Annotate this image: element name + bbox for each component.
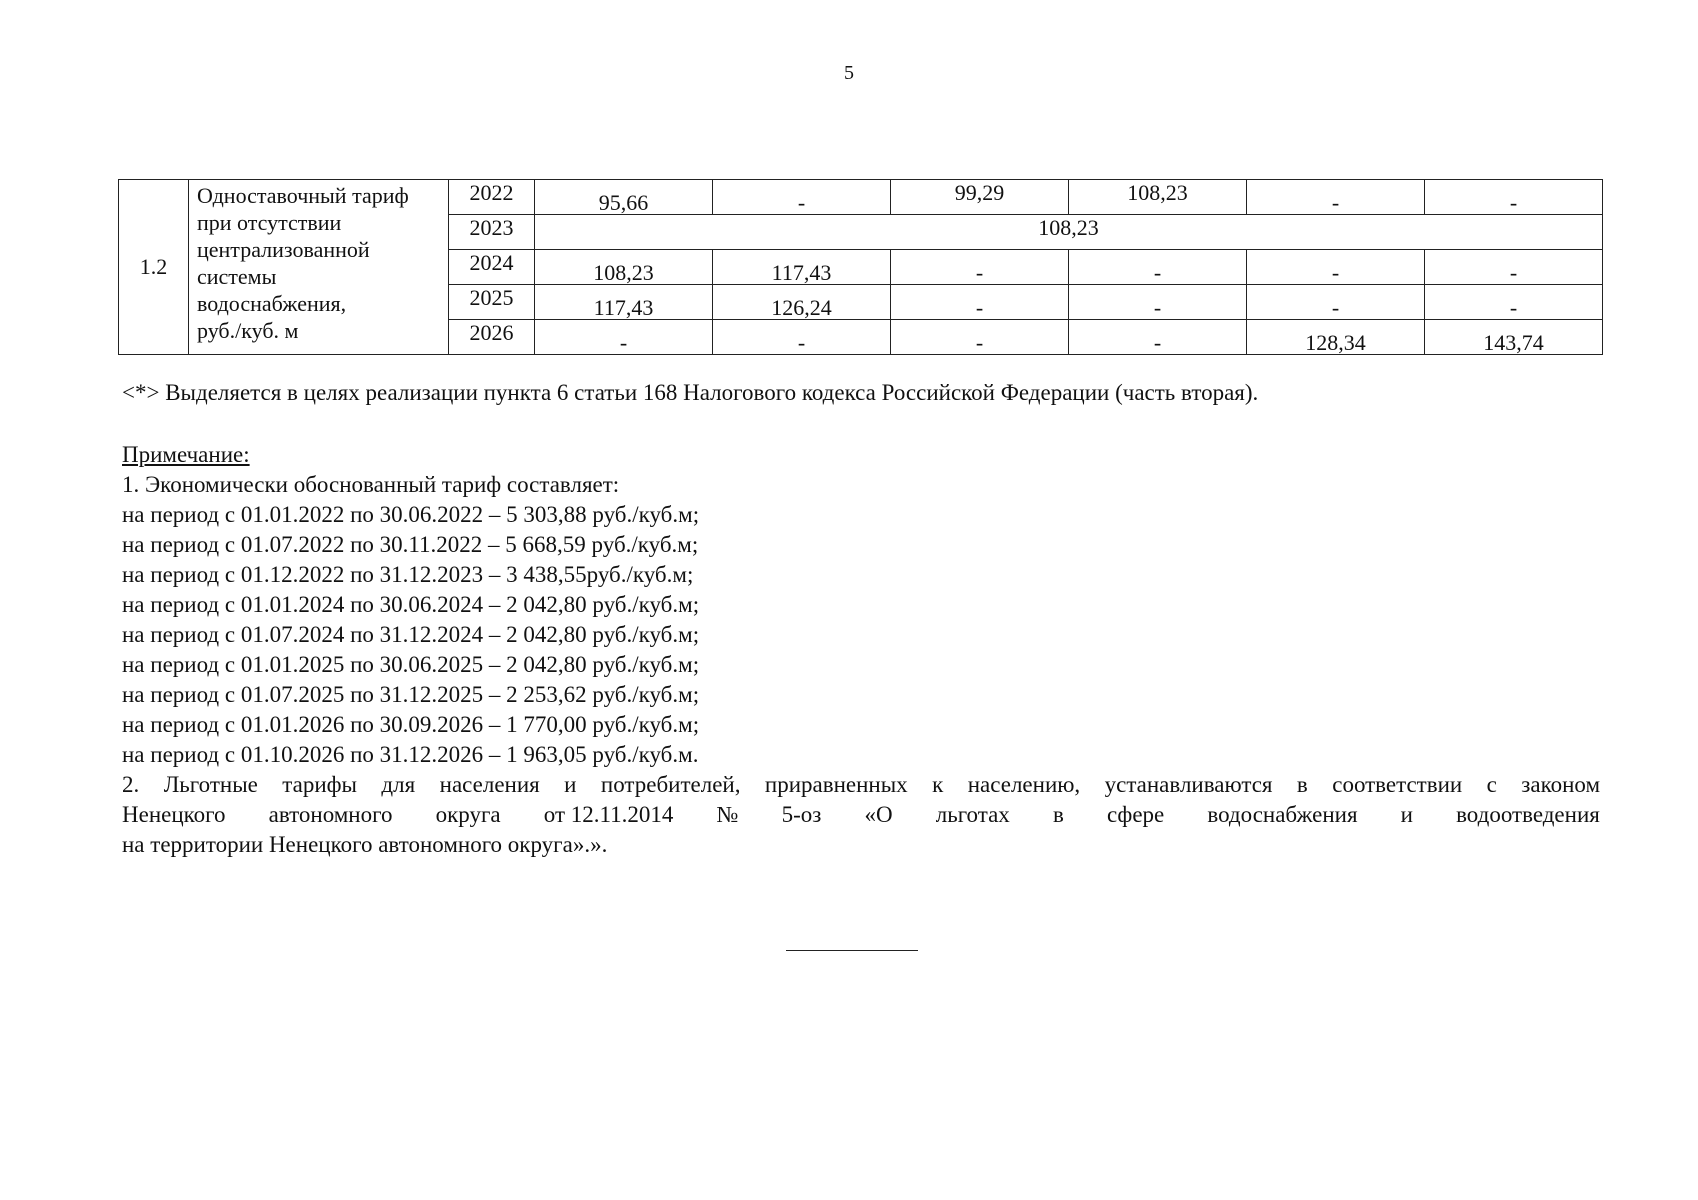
year-cell: 2024: [449, 250, 535, 285]
value-cell: -: [535, 320, 713, 355]
year-cell: 2026: [449, 320, 535, 355]
notes-title: Примечание:: [122, 442, 250, 467]
note-word: 5-оз: [781, 802, 822, 827]
value-cell: -: [1069, 285, 1247, 320]
note-item-2-line-3: на территории Ненецкого автономного округа».».: [122, 832, 608, 857]
merged-value-cell: 108,23: [535, 215, 1603, 250]
note-word: «О: [864, 802, 893, 827]
value-cell: -: [1069, 250, 1247, 285]
value-cell: -: [1247, 250, 1425, 285]
value-cell: 117,43: [713, 250, 891, 285]
tariff-name-line: Одноставочный тариф: [197, 183, 409, 208]
value-cell: -: [713, 180, 891, 215]
period-line: на период с 01.12.2022 по 31.12.2023 – 3 438,55руб./куб.м;: [122, 562, 694, 587]
year-cell: 2025: [449, 285, 535, 320]
tariff-name-line: системы: [197, 264, 277, 289]
note-word: Ненецкого: [122, 802, 226, 827]
period-line: на период с 01.07.2025 по 31.12.2025 – 2 253,62 руб./куб.м;: [122, 682, 700, 707]
value-cell: -: [1247, 285, 1425, 320]
table-row: [119, 180, 1603, 215]
note-item-2-line-1: 2. Льготные тарифы для населения и потребителей, приравненных к населению, устанавливаются в соответствии с законом: [122, 772, 1600, 797]
value-cell: -: [891, 250, 1069, 285]
value-cell: 117,43: [535, 285, 713, 320]
note-word: автономного: [268, 802, 393, 827]
value-cell: 95,66: [535, 180, 713, 215]
year-cell: 2023: [449, 215, 535, 250]
value-cell: -: [1425, 285, 1603, 320]
value-cell: -: [1247, 180, 1425, 215]
tariff-name-line: водоснабжения,: [197, 291, 347, 316]
end-separator-line: [786, 950, 918, 951]
note-word: №: [716, 802, 739, 827]
value-cell: -: [891, 285, 1069, 320]
note-word: водоснабжения: [1207, 802, 1358, 827]
value-cell: -: [1425, 250, 1603, 285]
row-number: 1.2: [119, 180, 189, 355]
period-line: на период с 01.01.2024 по 30.06.2024 – 2 042,80 руб./куб.м;: [122, 592, 700, 617]
value-cell: 99,29: [891, 180, 1069, 215]
tariff-table: [118, 179, 1603, 355]
page-number: 5: [844, 62, 854, 84]
value-cell: 108,23: [535, 250, 713, 285]
value-cell: 126,24: [713, 285, 891, 320]
value-cell: -: [1425, 180, 1603, 215]
year-cell: 2022: [449, 180, 535, 215]
notes-section: [122, 440, 1600, 860]
value-cell: -: [891, 320, 1069, 355]
period-line: на период с 01.07.2024 по 31.12.2024 – 2 042,80 руб./куб.м;: [122, 622, 700, 647]
period-line: на период с 01.01.2026 по 30.09.2026 – 1 770,00 руб./куб.м;: [122, 712, 700, 737]
period-line: на период с 01.10.2026 по 31.12.2026 – 1 963,05 руб./куб.м.: [122, 742, 699, 767]
period-line: на период с 01.01.2022 по 30.06.2022 – 5 303,88 руб./куб.м;: [122, 502, 700, 527]
value-cell: 143,74: [1425, 320, 1603, 355]
tariff-name-line: централизованной: [197, 237, 370, 262]
value-cell: -: [1069, 320, 1247, 355]
note-item-1: 1. Экономически обоснованный тариф составляет:: [122, 472, 620, 497]
note-word: сфере: [1106, 802, 1165, 827]
period-line: на период с 01.07.2022 по 30.11.2022 – 5 668,59 руб./куб.м;: [122, 532, 699, 557]
note-word: в: [1052, 802, 1064, 827]
note-item-2-line-2: [122, 800, 1600, 830]
note-word: и: [1400, 802, 1413, 827]
tariff-name-line: руб./куб. м: [197, 318, 299, 343]
value-cell: 128,34: [1247, 320, 1425, 355]
value-cell: -: [713, 320, 891, 355]
tariff-name-line: при отсутствии: [197, 210, 342, 235]
value-cell: 108,23: [1069, 180, 1247, 215]
period-line: на период с 01.01.2025 по 30.06.2025 – 2 042,80 руб./куб.м;: [122, 652, 700, 677]
footnote: <*> Выделяется в целях реализации пункта 6 статьи 168 Налогового кодекса Российской Федерации (часть вторая).: [122, 380, 1259, 405]
note-word: льготах: [935, 802, 1010, 827]
note-word: округа: [435, 802, 501, 827]
note-word: водоотведения: [1456, 802, 1600, 827]
note-word: от 12.11.2014: [543, 802, 674, 827]
tariff-name: [189, 180, 449, 355]
